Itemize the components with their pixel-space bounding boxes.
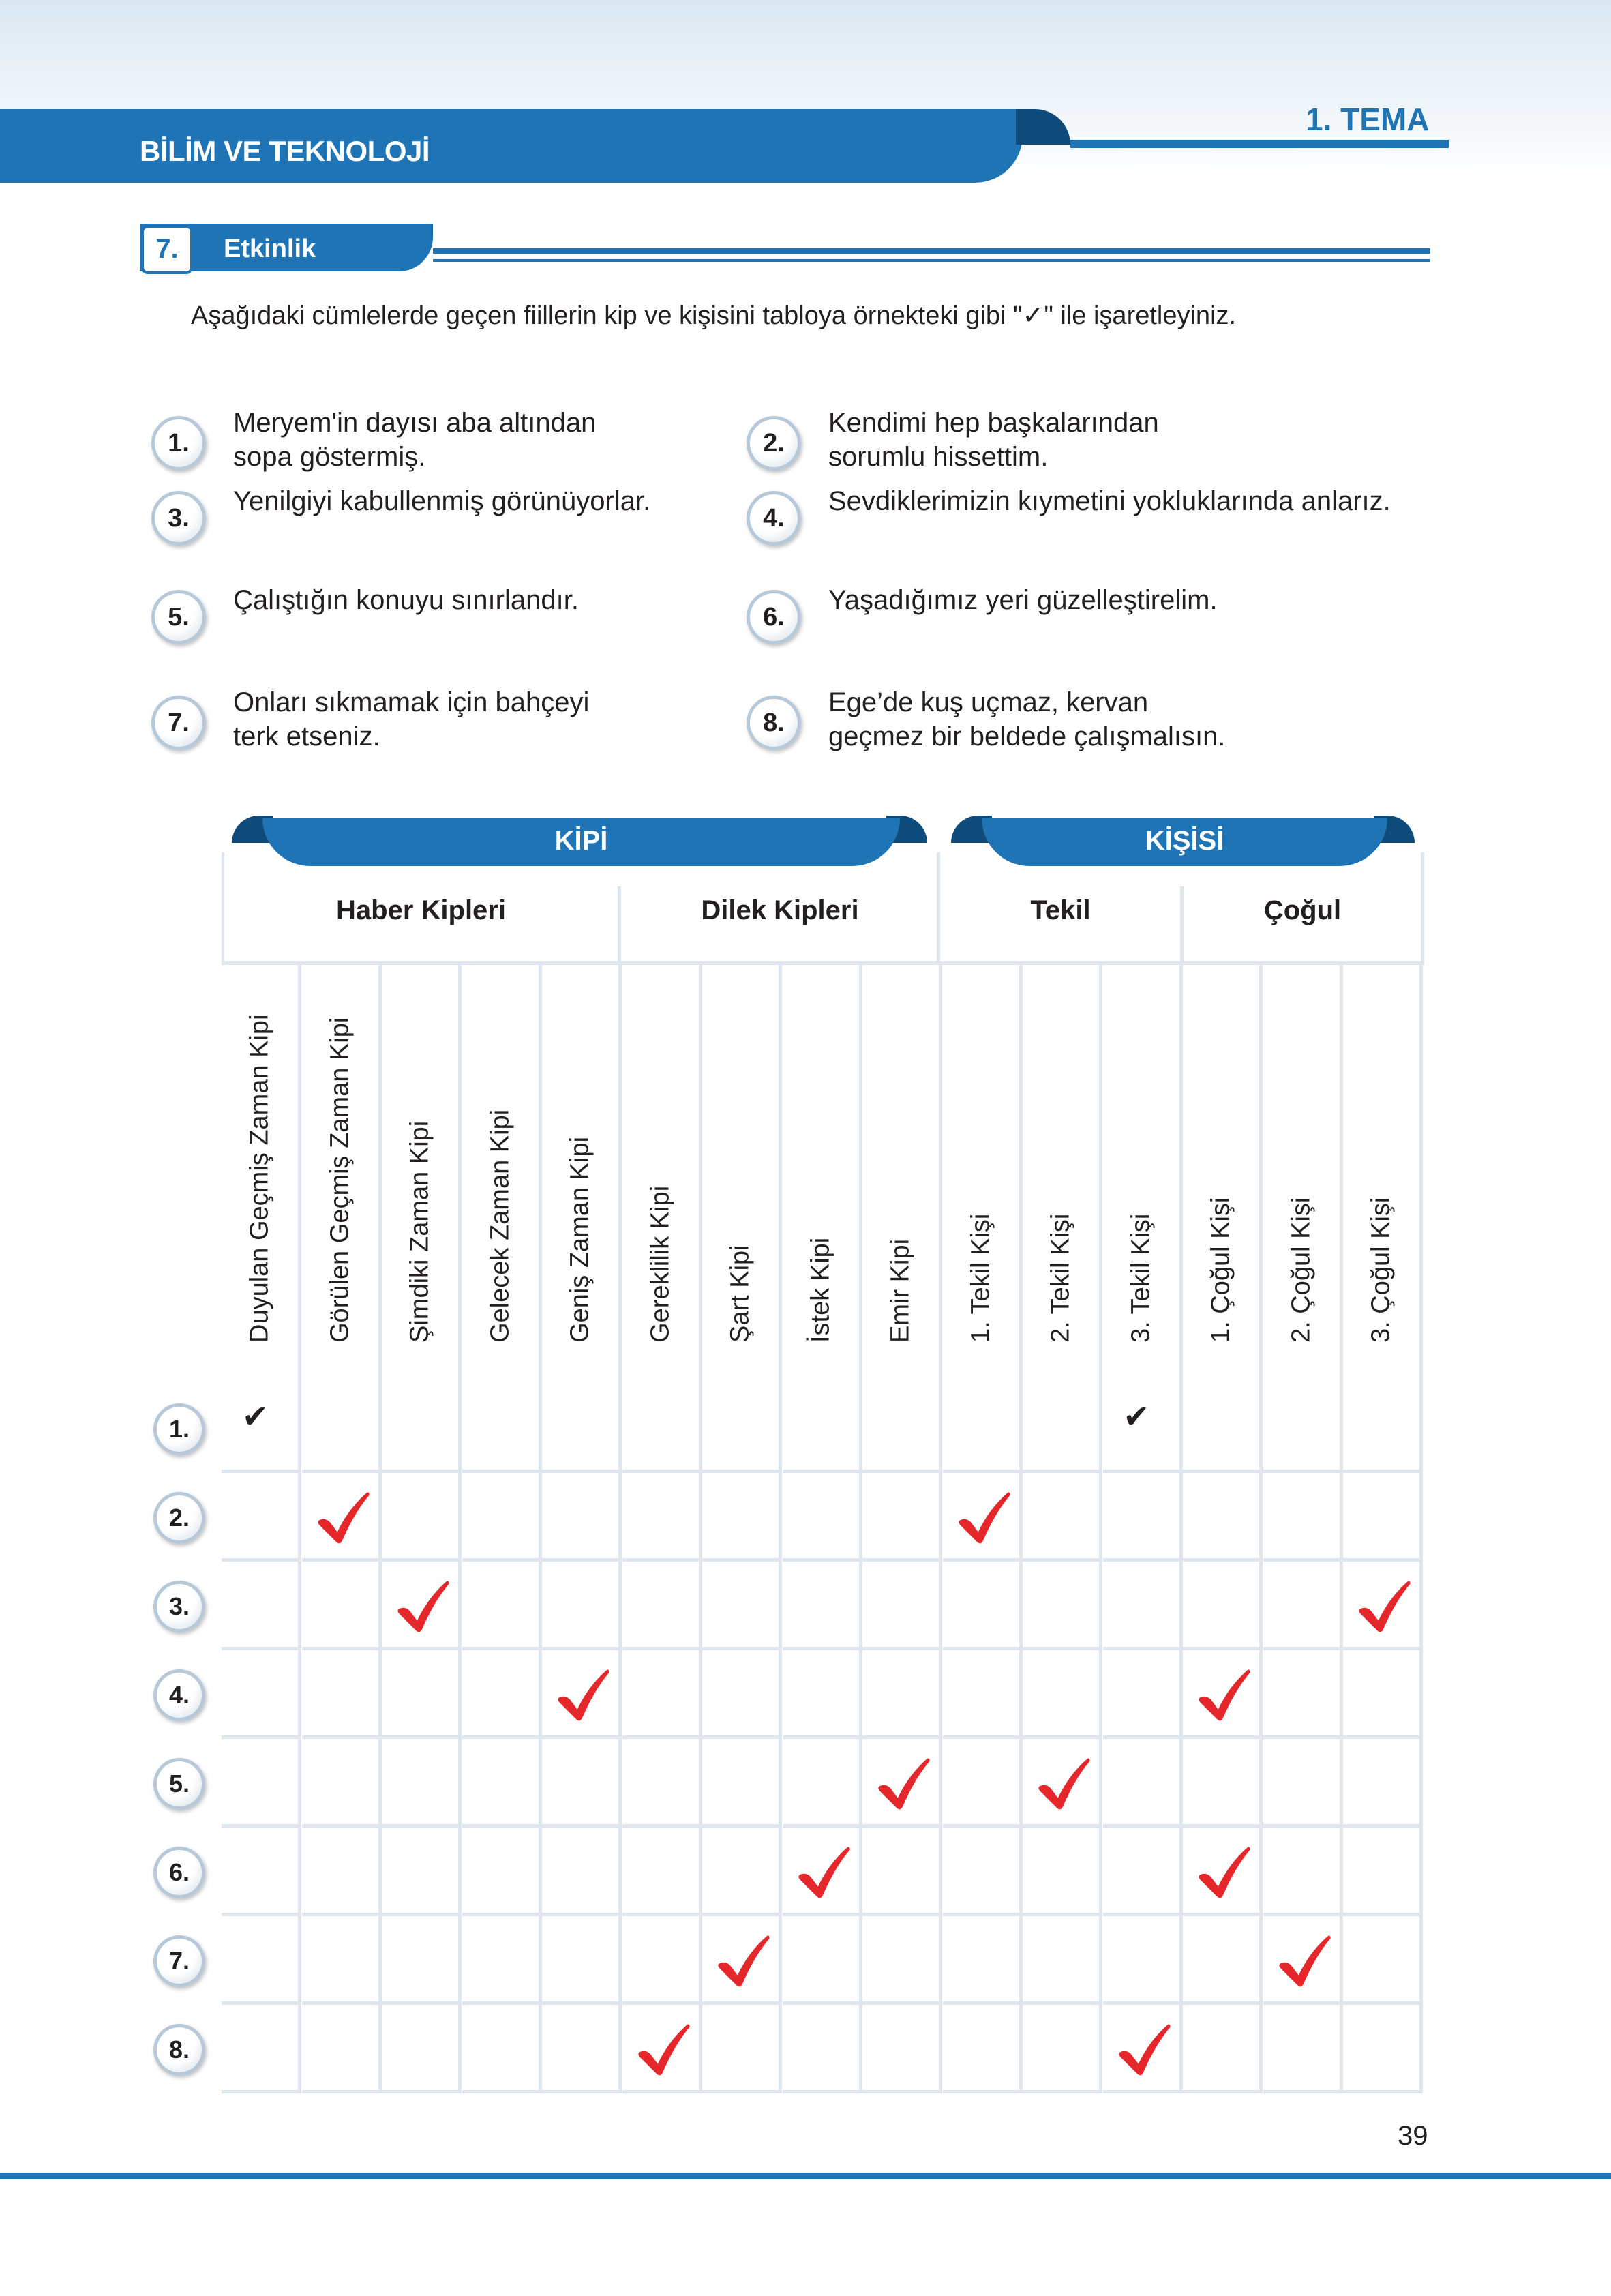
- column-header: [222, 965, 301, 1384]
- table-cell[interactable]: [862, 1473, 942, 1562]
- red-check-icon: [1032, 1753, 1094, 1814]
- red-check-icon: [792, 1841, 854, 1903]
- group-divider: [937, 852, 940, 965]
- table-cell[interactable]: [222, 1562, 301, 1650]
- table-cell[interactable]: [1183, 1916, 1263, 2005]
- red-check-icon: [712, 1930, 773, 1991]
- column-header: [1343, 965, 1423, 1384]
- sentence-text: Sevdiklerimizin kıymetini yokluklarında anlarız.: [828, 486, 1391, 516]
- column-header-label: 3. Çoğul Kişi: [1366, 1197, 1396, 1343]
- column-header-label: Emir Kipi: [886, 1238, 915, 1343]
- sentence-text: Yenilgiyi kabullenmiş görünüyorlar.: [233, 486, 651, 516]
- sentence-text: Ege’de kuş uçmaz, kervan: [828, 687, 1149, 717]
- red-check-icon: [312, 1487, 373, 1548]
- table-cell[interactable]: [1263, 1828, 1343, 1916]
- table-cell[interactable]: [1183, 2005, 1263, 2093]
- sentence-text: Onları sıkmamak için bahçeyi: [233, 687, 590, 717]
- row-number: 3.: [153, 1581, 205, 1632]
- table-cell[interactable]: [462, 1828, 542, 1916]
- sentence-text: sorumlu hissettim.: [828, 442, 1049, 472]
- table-cell[interactable]: [222, 1473, 301, 1562]
- column-header-label: 3. Tekil Kişi: [1126, 1213, 1155, 1343]
- table-cell[interactable]: [462, 1739, 542, 1828]
- table-cell[interactable]: [622, 1828, 702, 1916]
- table-cell[interactable]: [1263, 2005, 1343, 2093]
- table-cell[interactable]: [1343, 1828, 1423, 1916]
- sentence-number: 2.: [747, 416, 801, 471]
- row-number: 8.: [153, 2024, 205, 2076]
- table-cell[interactable]: [1343, 2005, 1423, 2093]
- kipi-banner: KİPİ: [262, 818, 900, 866]
- red-check-icon: [1192, 1841, 1254, 1903]
- sentence-number: 5.: [151, 590, 206, 644]
- table-cell[interactable]: [943, 1473, 1023, 1562]
- table-cell[interactable]: [622, 1739, 702, 1828]
- column-header: [783, 965, 862, 1384]
- table-cell[interactable]: [382, 1916, 462, 2005]
- column-header-label: 1. Tekil Kişi: [966, 1213, 995, 1343]
- table-cell[interactable]: [1183, 1473, 1263, 1562]
- column-header-label: Geniş Zaman Kipi: [565, 1136, 594, 1343]
- table-cell[interactable]: [702, 1562, 782, 1650]
- group-dilek-kipleri: Dilek Kipleri: [701, 895, 859, 925]
- section-title: BİLİM VE TEKNOLOJİ: [140, 135, 430, 167]
- table-cell[interactable]: [1343, 1473, 1423, 1562]
- table-cell[interactable]: [1103, 1739, 1183, 1828]
- sentence-text: Meryem'in dayısı aba altından: [233, 408, 597, 438]
- table-cell[interactable]: [1343, 1916, 1423, 2005]
- table-cell[interactable]: [1183, 1739, 1263, 1828]
- table-cell[interactable]: [783, 1916, 862, 2005]
- sentence-number: 4.: [747, 491, 801, 546]
- table-cell[interactable]: [382, 1562, 462, 1650]
- table-cell[interactable]: [1263, 1916, 1343, 2005]
- table-cell[interactable]: [702, 1384, 782, 1473]
- table-cell[interactable]: [943, 1562, 1023, 1650]
- table-cell[interactable]: [542, 1650, 622, 1739]
- table-cell[interactable]: [1343, 1650, 1423, 1739]
- table-cell[interactable]: [1023, 1650, 1102, 1739]
- table-cell[interactable]: [702, 1828, 782, 1916]
- table-cell[interactable]: [783, 1562, 862, 1650]
- page-number: 39: [1398, 2121, 1428, 2151]
- table-cell[interactable]: [862, 1650, 942, 1739]
- red-check-icon: [1113, 2018, 1174, 2080]
- sentence-number: 3.: [151, 491, 206, 546]
- red-check-icon: [391, 1575, 453, 1637]
- activity-label: Etkinlik: [224, 235, 316, 263]
- table-cell[interactable]: [1183, 1384, 1263, 1473]
- table-cell[interactable]: [1103, 1562, 1183, 1650]
- column-header: [542, 965, 622, 1384]
- table-cell[interactable]: [222, 1384, 301, 1473]
- row-number: 2.: [153, 1492, 205, 1544]
- table-cell[interactable]: [302, 2005, 382, 2093]
- column-header: [382, 965, 462, 1384]
- column-header-label: Duyulan Geçmiş Zaman Kipi: [245, 1014, 274, 1343]
- table-cell[interactable]: [702, 1739, 782, 1828]
- table-cell[interactable]: [783, 1828, 862, 1916]
- sentence-text: sopa göstermiş.: [233, 442, 426, 472]
- table-cell[interactable]: [943, 1739, 1023, 1828]
- table-cell[interactable]: [542, 1916, 622, 2005]
- table-cell[interactable]: [542, 2005, 622, 2093]
- table-cell[interactable]: [1023, 1916, 1102, 2005]
- table-cell[interactable]: [622, 2005, 702, 2093]
- table-cell[interactable]: [1023, 2005, 1102, 2093]
- table-cell[interactable]: [1103, 1650, 1183, 1739]
- table-cell[interactable]: [783, 1739, 862, 1828]
- example-check-mark: ✔: [242, 1399, 269, 1434]
- table-cell[interactable]: [382, 1828, 462, 1916]
- table-cell[interactable]: [1183, 1828, 1263, 1916]
- table-cell[interactable]: [783, 1650, 862, 1739]
- table-cell[interactable]: [862, 1739, 942, 1828]
- table-cell[interactable]: [222, 1650, 301, 1739]
- red-check-icon: [1273, 1930, 1334, 1991]
- example-check-mark: ✔: [1123, 1399, 1150, 1434]
- activity-number: 7.: [141, 225, 193, 274]
- group-cogul: Çoğul: [1263, 895, 1342, 925]
- table-cell[interactable]: [1263, 1739, 1343, 1828]
- table-cell[interactable]: [382, 1473, 462, 1562]
- table-cell[interactable]: [222, 1828, 301, 1916]
- table-cell[interactable]: [222, 1739, 301, 1828]
- table-cell[interactable]: [783, 2005, 862, 2093]
- table-cell[interactable]: [222, 1916, 301, 2005]
- table-cell[interactable]: [222, 2005, 301, 2093]
- table-cell[interactable]: [462, 1650, 542, 1739]
- table-cell[interactable]: [542, 1562, 622, 1650]
- table-cell[interactable]: [462, 1384, 542, 1473]
- column-header-label: Görülen Geçmiş Zaman Kipi: [325, 1017, 354, 1343]
- table-cell[interactable]: [862, 2005, 942, 2093]
- group-divider: [222, 852, 224, 965]
- table-cell[interactable]: [1023, 1562, 1102, 1650]
- table-cell[interactable]: [622, 1473, 702, 1562]
- red-check-icon: [952, 1487, 1014, 1548]
- table-cell[interactable]: [302, 1828, 382, 1916]
- column-header: [1263, 965, 1343, 1384]
- red-check-icon: [1353, 1575, 1414, 1637]
- column-header: [302, 965, 382, 1384]
- table-cell[interactable]: [1023, 1739, 1102, 1828]
- column-header: [462, 965, 542, 1384]
- column-header-label: Gereklilik Kipi: [646, 1185, 674, 1343]
- table-cell[interactable]: [702, 1473, 782, 1562]
- sentence-text: Yaşadığımız yeri güzelleştirelim.: [828, 585, 1218, 615]
- table-cell[interactable]: [1343, 1562, 1423, 1650]
- group-divider: [618, 886, 621, 965]
- table-cell[interactable]: [302, 1473, 382, 1562]
- row-number: 7.: [153, 1935, 205, 1987]
- table-cell[interactable]: [1183, 1650, 1263, 1739]
- sentence-text: Kendimi hep başkalarından: [828, 408, 1159, 438]
- table-cell[interactable]: [1103, 1473, 1183, 1562]
- table-cell[interactable]: [783, 1473, 862, 1562]
- table-cell[interactable]: [302, 1384, 382, 1473]
- table-cell[interactable]: [1103, 1916, 1183, 2005]
- sentence-number: 7.: [151, 696, 206, 750]
- red-check-icon: [632, 2018, 693, 2080]
- table-cell[interactable]: [382, 2005, 462, 2093]
- instruction-text: Aşağıdaki cümlelerde geçen fiillerin kip ve kişisini tabloya örnekteki gibi "✓" ile işaretleyiniz.: [191, 301, 1237, 330]
- table-cell[interactable]: [1263, 1562, 1343, 1650]
- footer-rule: [0, 2173, 1611, 2179]
- group-divider: [1421, 852, 1424, 965]
- table-cell[interactable]: [862, 1828, 942, 1916]
- red-check-icon: [1192, 1664, 1254, 1725]
- table-cell[interactable]: [382, 1739, 462, 1828]
- activity-rule: [433, 248, 1430, 254]
- table-cell[interactable]: [862, 1562, 942, 1650]
- header-rule: [1070, 140, 1449, 148]
- table-cell[interactable]: [382, 1384, 462, 1473]
- red-check-icon: [872, 1753, 933, 1814]
- table-cell[interactable]: [1263, 1473, 1343, 1562]
- table-cell[interactable]: [542, 1828, 622, 1916]
- column-header-label: İstek Kipi: [806, 1237, 834, 1343]
- column-header-label: Şimdiki Zaman Kipi: [405, 1120, 434, 1343]
- table-cell[interactable]: [1183, 1562, 1263, 1650]
- table-cell[interactable]: [622, 1384, 702, 1473]
- table-cell[interactable]: [462, 1473, 542, 1562]
- sentence-text: terk etseniz.: [233, 721, 380, 751]
- sentence-text: geçmez bir beldede çalışmalısın.: [828, 721, 1226, 751]
- column-header: [1103, 965, 1183, 1384]
- table-cell[interactable]: [622, 1916, 702, 2005]
- table-cell[interactable]: [1343, 1384, 1423, 1473]
- table-cell[interactable]: [1023, 1828, 1102, 1916]
- table-cell[interactable]: [702, 2005, 782, 2093]
- sentence-number: 6.: [747, 590, 801, 644]
- table-cell[interactable]: [1103, 1384, 1183, 1473]
- table-cell[interactable]: [1263, 1650, 1343, 1739]
- row-number: 4.: [153, 1669, 205, 1721]
- table-cell[interactable]: [382, 1650, 462, 1739]
- table-cell[interactable]: [943, 2005, 1023, 2093]
- activity-rule-thin: [433, 259, 1430, 262]
- column-header-label: 1. Çoğul Kişi: [1206, 1197, 1235, 1343]
- table-cell[interactable]: [862, 1384, 942, 1473]
- column-header-label: Şart Kipi: [725, 1244, 755, 1343]
- table-cell[interactable]: [1103, 2005, 1183, 2093]
- table-cell[interactable]: [302, 1562, 382, 1650]
- table-cell[interactable]: [622, 1562, 702, 1650]
- table-cell[interactable]: [462, 1562, 542, 1650]
- table-cell[interactable]: [302, 1916, 382, 2005]
- group-tekil: Tekil: [1030, 895, 1091, 925]
- table-cell[interactable]: [462, 1916, 542, 2005]
- table-cell[interactable]: [943, 1650, 1023, 1739]
- table-cell[interactable]: [542, 1384, 622, 1473]
- table-cell[interactable]: [783, 1384, 862, 1473]
- table-cell[interactable]: [622, 1650, 702, 1739]
- table-cell[interactable]: [943, 1384, 1023, 1473]
- column-header: [622, 965, 702, 1384]
- red-check-icon: [552, 1664, 613, 1725]
- theme-label: 1. TEMA: [1306, 102, 1430, 137]
- table-cell[interactable]: [702, 1916, 782, 2005]
- column-header: [862, 965, 942, 1384]
- group-divider: [1180, 886, 1184, 965]
- table-cell[interactable]: [302, 1650, 382, 1739]
- table-cell[interactable]: [1263, 1384, 1343, 1473]
- group-haber-kipleri: Haber Kipleri: [336, 895, 506, 925]
- row-number: 1.: [153, 1403, 205, 1455]
- row-number: 5.: [153, 1758, 205, 1810]
- table-cell[interactable]: [1023, 1384, 1102, 1473]
- table-cell[interactable]: [1023, 1473, 1102, 1562]
- table-cell[interactable]: [702, 1650, 782, 1739]
- table-cell[interactable]: [462, 2005, 542, 2093]
- table-cell[interactable]: [542, 1739, 622, 1828]
- table-cell[interactable]: [943, 1828, 1023, 1916]
- column-header: [943, 965, 1023, 1384]
- column-header-label: Gelecek Zaman Kipi: [485, 1109, 514, 1343]
- row-number: 6.: [153, 1847, 205, 1898]
- column-header: [702, 965, 782, 1384]
- sentence-number: 8.: [747, 696, 801, 750]
- kisi-banner: KİŞİSİ: [982, 818, 1387, 866]
- column-header: [1183, 965, 1263, 1384]
- column-header: [1023, 965, 1102, 1384]
- table-cell[interactable]: [542, 1473, 622, 1562]
- sentence-number: 1.: [151, 416, 206, 471]
- sentence-text: Çalıştığın konuyu sınırlandır.: [233, 585, 579, 615]
- table-cell[interactable]: [302, 1739, 382, 1828]
- table-cell[interactable]: [862, 1916, 942, 2005]
- table-cell[interactable]: [1343, 1739, 1423, 1828]
- table-cell[interactable]: [943, 1916, 1023, 2005]
- column-header-label: 2. Çoğul Kişi: [1286, 1197, 1315, 1343]
- table-cell[interactable]: [1103, 1828, 1183, 1916]
- column-header-label: 2. Tekil Kişi: [1046, 1213, 1075, 1343]
